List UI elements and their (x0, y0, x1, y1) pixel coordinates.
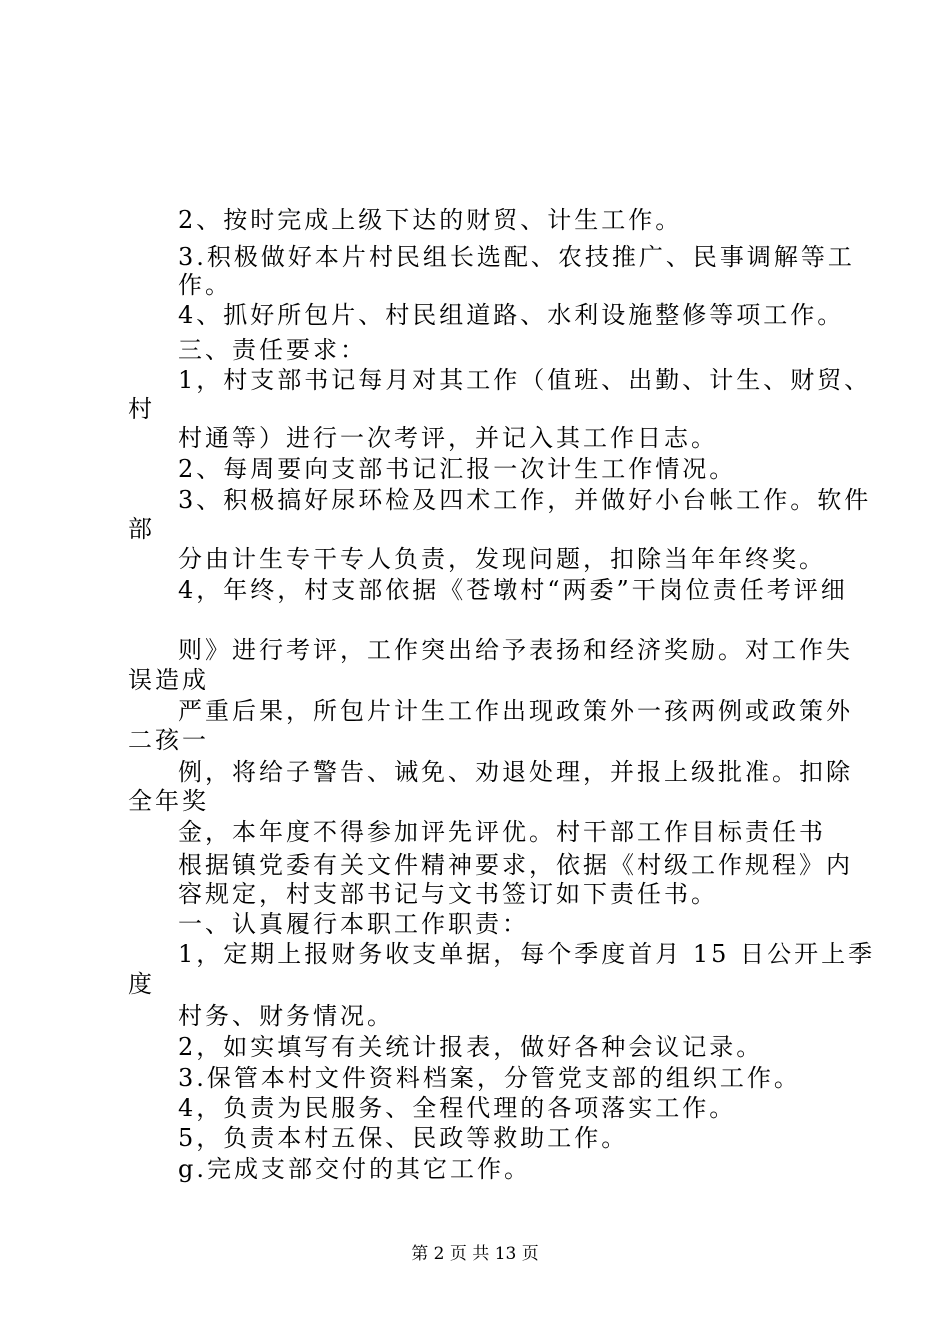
body-line: 根据镇党委有关文件精神要求，依据《村级工作规程》内 (178, 851, 853, 879)
body-line: 村 (128, 395, 155, 423)
body-line: 村通等）进行一次考评，并记入其工作日志。 (178, 424, 718, 452)
body-line: 4、抓好所包片、村民组道路、水利设施整修等项工作。 (178, 301, 845, 329)
body-line: 度 (128, 970, 155, 998)
body-line: 误造成 (128, 666, 209, 694)
body-line: 2，如实填写有关统计报表，做好各种会议记录。 (178, 1033, 764, 1061)
body-line: 3、积极搞好尿环检及四术工作，并做好小台帐工作。软件 (178, 486, 872, 514)
body-line: 严重后果，所包片计生工作出现政策外一孩两例或政策外 (178, 697, 853, 725)
body-line: 4，负责为民服务、全程代理的各项落实工作。 (178, 1094, 737, 1122)
body-line: 二孩一 (128, 726, 209, 754)
body-line: 容规定，村支部书记与文书签订如下责任书。 (178, 880, 718, 908)
page-number-footer: 第 2 页 共 13 页 (411, 1244, 539, 1264)
body-line: 3.保管本村文件资料档案，分管党支部的组织工作。 (178, 1064, 801, 1092)
section-heading: 三、责任要求： (178, 336, 367, 364)
body-line: 金，本年度不得参加评先评优。村干部工作目标责任书 (178, 818, 826, 846)
body-line: 例，将给子警告、诫免、劝退处理，并报上级批准。扣除 (178, 758, 853, 786)
body-line: 则》进行考评，工作突出给予表扬和经济奖励。对工作失 (178, 636, 853, 664)
body-line: 3.积极做好本片村民组长选配、农技推广、民事调解等工 (178, 243, 855, 271)
body-line: 全年奖 (128, 787, 209, 815)
body-line: 部 (128, 515, 155, 543)
body-line: 5，负责本村五保、民政等救助工作。 (178, 1124, 629, 1152)
body-line: 2、按时完成上级下达的财贸、计生工作。 (178, 206, 683, 234)
body-line: 村务、财务情况。 (178, 1002, 394, 1030)
body-line: g.完成支部交付的其它工作。 (178, 1155, 531, 1183)
body-line: 作。 (178, 271, 232, 299)
body-line: 4，年终，村支部依据《苍墩村“两委”干岗位责任考评细 (178, 576, 848, 604)
body-line: 1，定期上报财务收支单据，每个季度首月 15 日公开上季 (178, 940, 876, 968)
body-line: 1，村支部书记每月对其工作（值班、出勤、计生、财贸、 (178, 366, 872, 394)
section-heading: 一、认真履行本职工作职责： (178, 910, 529, 938)
body-line: 2、每周要向支部书记汇报一次计生工作情况。 (178, 455, 737, 483)
body-line: 分由计生专干专人负责，发现问题，扣除当年年终奖。 (178, 545, 826, 573)
